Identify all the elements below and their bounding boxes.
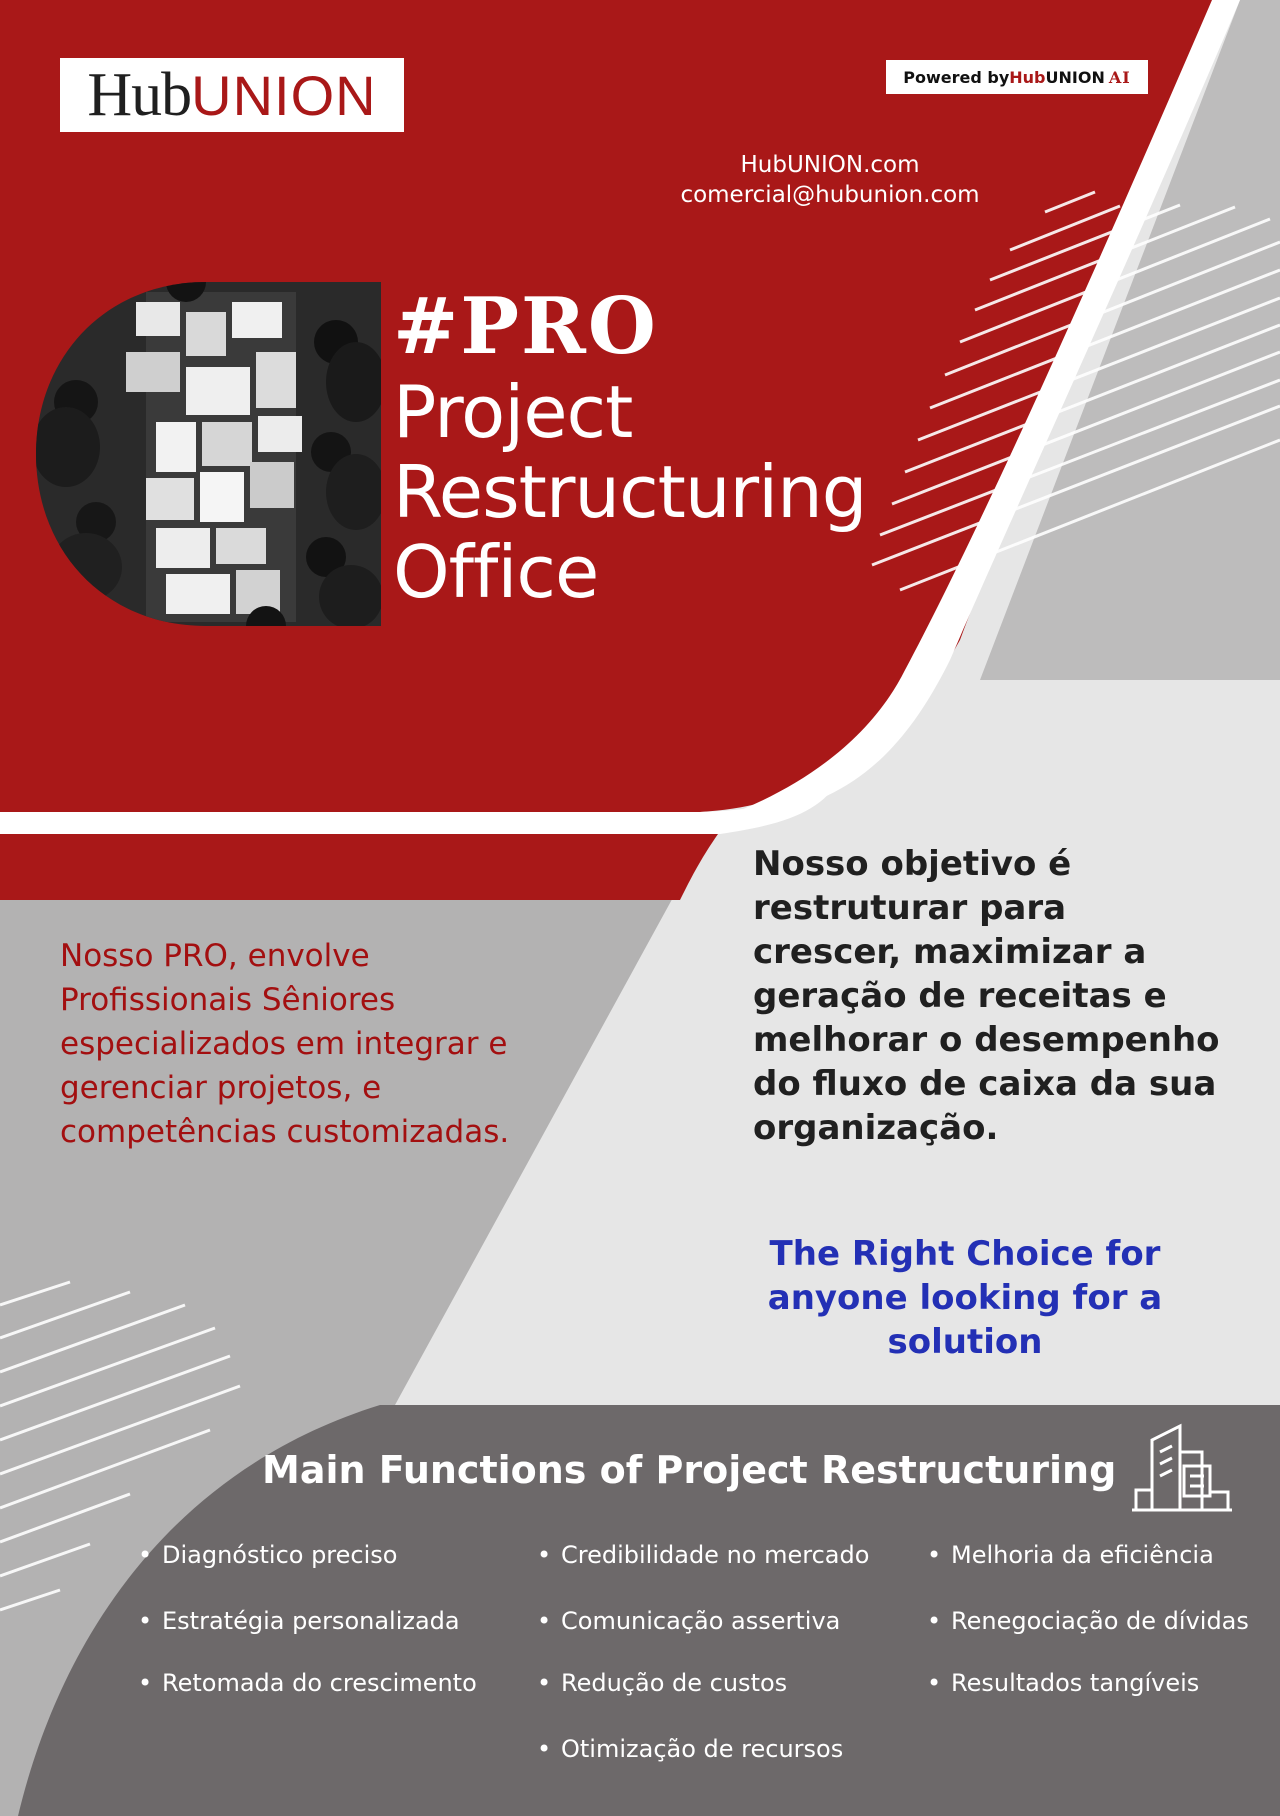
website-link[interactable]: HubUNION.com — [740, 152, 920, 178]
functions-column-3 — [927, 1540, 1249, 1734]
list-item: • Retomada do crescimento — [138, 1668, 477, 1734]
powered-hub: Hub — [1009, 67, 1046, 87]
hero-line-office: Office — [393, 530, 599, 614]
powered-prefix: Powered by — [903, 67, 1010, 87]
hero-title-block — [393, 282, 866, 612]
logo-hub-text: Hub — [87, 61, 192, 129]
powered-union: UNION — [1045, 67, 1105, 87]
functions-column-1 — [138, 1540, 477, 1734]
hubunion-logo[interactable] — [60, 58, 404, 132]
list-item: • Credibilidade no mercado — [537, 1540, 869, 1606]
pro-description: Nosso PRO, envolve Profissionais Sêniores especializados em integrar e gerenciar projetos, e competências customizadas. — [60, 938, 510, 1150]
powered-by-badge — [886, 60, 1148, 94]
list-item: • Redução de custos — [537, 1668, 869, 1734]
list-item: • Melhoria da eficiência — [927, 1540, 1249, 1606]
hero-line-project: Project — [393, 370, 633, 454]
contact-block — [650, 150, 1010, 210]
functions-column-2 — [537, 1540, 869, 1800]
bg-red-band — [0, 834, 718, 900]
list-item: • Comunicação assertiva — [537, 1606, 869, 1668]
goal-statement: Nosso objetivo é restruturar para crescer, maximizar a geração de receitas e melhorar o desempenho do fluxo de caixa da sua organização. — [753, 844, 1220, 1148]
meeting-photo — [36, 282, 381, 626]
powered-ai: AI — [1108, 67, 1131, 87]
logo-union-text: UNION — [191, 64, 377, 127]
list-item: • Diagnóstico preciso — [138, 1540, 477, 1606]
hero-line-restructuring: Restructuring — [393, 450, 867, 534]
pro-tag: #PRO — [393, 281, 658, 372]
functions-title: Main Functions of Project Restructuring — [262, 1448, 1117, 1492]
list-item: • Renegociação de dívidas — [927, 1606, 1249, 1668]
building-icon — [1132, 1422, 1232, 1512]
logo-wordmark — [87, 61, 377, 129]
list-item: • Resultados tangíveis — [927, 1668, 1249, 1734]
email-link[interactable]: comercial@hubunion.com — [680, 182, 980, 208]
list-item: • Otimização de recursos — [537, 1734, 869, 1800]
list-item: • Estratégia personalizada — [138, 1606, 477, 1668]
right-choice-tagline: The Right Choice for anyone looking for a solution — [767, 1234, 1163, 1362]
